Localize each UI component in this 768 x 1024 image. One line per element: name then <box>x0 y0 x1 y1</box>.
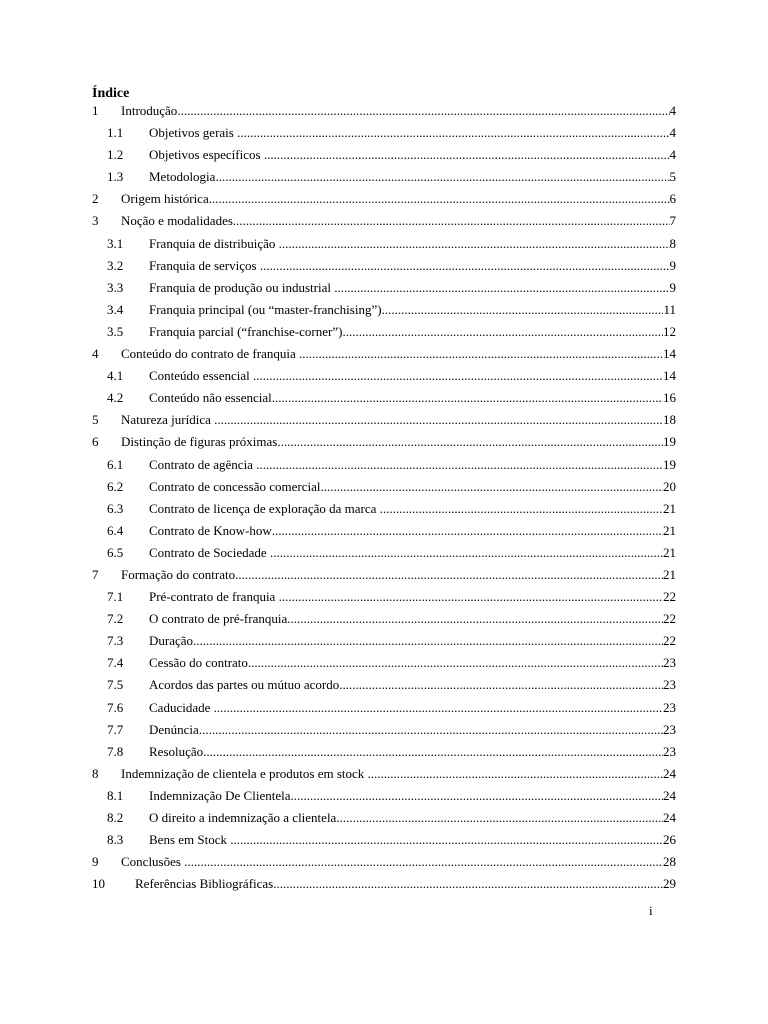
toc-entry[interactable] <box>92 409 684 431</box>
toc-entry-body <box>121 412 676 428</box>
toc-entry[interactable] <box>92 586 684 608</box>
toc-entry[interactable] <box>92 697 684 719</box>
toc-entry[interactable] <box>92 210 684 232</box>
toc-entry-page-number: 19 <box>663 434 676 450</box>
toc-dot-leader <box>277 434 663 450</box>
toc-entry[interactable] <box>92 476 684 498</box>
toc-dot-leader <box>235 567 663 583</box>
toc-entry-page-number: 14 <box>663 368 676 384</box>
toc-entry-label: Origem histórica <box>121 191 209 207</box>
toc-entry-label: Conclusões <box>121 854 185 870</box>
toc-entry[interactable] <box>92 321 684 343</box>
toc-entry-label: Bens em Stock <box>149 832 231 848</box>
toc-entry-label: Contrato de Sociedade <box>149 544 270 560</box>
toc-dot-leader <box>260 258 670 274</box>
toc-dot-leader <box>299 346 663 362</box>
toc-entry-body <box>149 832 676 848</box>
toc-entry-body <box>149 302 676 318</box>
toc-entry-body <box>149 788 676 804</box>
toc-entry-label: Distinção de figuras próximas <box>121 434 278 450</box>
toc-entry-number: 7 <box>92 566 99 582</box>
toc-dot-leader <box>368 766 663 782</box>
toc-entry-page-number: 7 <box>669 213 676 229</box>
toc-entry-page-number: 6 <box>669 191 676 207</box>
toc-entry-number: 9 <box>92 854 99 870</box>
toc-dot-leader <box>342 324 663 340</box>
toc-dot-leader <box>264 147 670 163</box>
toc-entry[interactable] <box>92 387 684 409</box>
toc-entry-number: 3.3 <box>107 279 124 295</box>
toc-entry-page-number: 4 <box>669 147 676 163</box>
toc-entry-number: 4.2 <box>107 390 124 406</box>
toc-entry-page-number: 8 <box>669 235 676 251</box>
toc-entry-body <box>149 390 676 406</box>
toc-entry-number: 6.5 <box>107 544 124 560</box>
toc-dot-leader <box>256 457 663 473</box>
toc-dot-leader <box>380 501 663 517</box>
toc-entry[interactable] <box>92 520 684 542</box>
toc-entry-number: 1 <box>92 103 99 118</box>
toc-entry-number: 1.2 <box>107 147 124 163</box>
toc-entry-page-number: 22 <box>663 611 676 627</box>
toc-entry-body <box>135 876 676 892</box>
toc-entry-label: Contrato de Know-how <box>149 522 272 538</box>
toc-entry-body <box>149 677 676 693</box>
toc-entry-body <box>121 191 676 207</box>
toc-entry-number: 7.7 <box>107 721 124 737</box>
toc-entry-label: O direito a indemnização a clientela <box>149 810 337 825</box>
page-number: i <box>649 903 653 918</box>
toc-entry-number: 2 <box>92 191 99 207</box>
toc-entry-body <box>121 346 676 362</box>
toc-entry[interactable] <box>92 674 684 696</box>
toc-entry[interactable] <box>92 763 684 785</box>
toc-entry[interactable] <box>92 829 684 851</box>
toc-entry-label: Duração <box>149 633 194 649</box>
toc-entry-page-number: 23 <box>663 655 676 671</box>
toc-entry-body <box>149 280 676 296</box>
toc-entry[interactable] <box>92 785 684 807</box>
toc-entry-page-number: 28 <box>663 854 676 870</box>
toc-entry[interactable] <box>92 255 684 277</box>
toc-entry-body <box>121 103 676 119</box>
toc-entry-page-number: 12 <box>663 323 676 339</box>
toc-entry-number: 6.3 <box>107 500 124 516</box>
toc-entry-label: Conteúdo do contrato de franquia <box>121 346 299 362</box>
toc-dot-leader <box>214 700 663 716</box>
toc-dot-leader <box>270 545 663 561</box>
toc-entry-body <box>149 147 676 163</box>
toc-entry-number: 3.2 <box>107 257 124 273</box>
toc-dot-leader <box>199 722 663 738</box>
toc-entry-label: Metodologia <box>149 169 216 185</box>
toc-entry-number: 6.1 <box>107 456 124 472</box>
toc-entry[interactable] <box>92 431 684 453</box>
toc-entry-body <box>121 766 676 782</box>
toc-entry[interactable] <box>92 851 684 873</box>
toc-entry-body <box>149 523 676 539</box>
toc-entry[interactable] <box>92 122 684 144</box>
toc-entry-page-number: 23 <box>663 677 676 693</box>
toc-entry-page-number: 26 <box>663 832 676 848</box>
toc-dot-leader <box>334 280 669 296</box>
toc-entry-number: 3.5 <box>107 323 124 339</box>
toc-entry-label: Contrato de licença de exploração da marca <box>149 500 380 516</box>
toc-entry-number: 10 <box>92 876 105 892</box>
toc-entry-page-number: 4 <box>669 103 676 118</box>
toc-entry-page-number: 19 <box>663 456 676 472</box>
toc-dot-leader <box>203 744 663 760</box>
toc-entry-label: Denúncia <box>149 721 199 737</box>
toc-entry-body <box>149 700 676 716</box>
toc-entry-page-number: 9 <box>669 279 676 295</box>
toc-entry-number: 4 <box>92 346 99 362</box>
toc-entry-label: Franquia de serviços <box>149 257 260 273</box>
toc-entry-label: Franquia de distribuição <box>149 235 279 251</box>
toc-dot-leader <box>279 589 663 605</box>
toc-dot-leader <box>177 103 669 119</box>
toc-entry[interactable] <box>92 652 684 674</box>
page-title: Índice <box>92 86 130 101</box>
toc-entry-label: Resolução <box>149 743 204 759</box>
toc-entry-body <box>149 479 676 495</box>
toc-dot-leader <box>230 832 663 848</box>
toc-entry-number: 1.3 <box>107 169 124 185</box>
toc-entry[interactable] <box>92 277 684 299</box>
toc-entry-label: Introdução <box>121 103 178 118</box>
toc-dot-leader <box>193 633 663 649</box>
toc-entry-page-number: 22 <box>663 589 676 605</box>
toc-entry-body <box>149 324 676 340</box>
toc-dot-leader <box>209 191 670 207</box>
toc-entry-body <box>149 810 676 826</box>
toc-entry-body <box>149 501 676 517</box>
toc-entry[interactable] <box>92 454 684 476</box>
toc-entry-body <box>149 589 676 605</box>
toc-entry-label: Franquia parcial (“franchise-corner”) <box>149 323 343 339</box>
toc-entry[interactable] <box>92 608 684 630</box>
toc-entry-number: 3.4 <box>107 301 124 317</box>
toc-dot-leader <box>279 236 670 252</box>
toc-entry[interactable] <box>92 100 684 122</box>
toc-entry-page-number: 20 <box>663 478 676 494</box>
toc-entry-label: Franquia de produção ou industrial <box>149 279 335 295</box>
toc-entry-number: 8.2 <box>107 810 124 825</box>
toc-entry-number: 5 <box>92 412 99 428</box>
toc-entry[interactable] <box>92 365 684 387</box>
toc-entry-body <box>121 854 676 870</box>
toc-entry-page-number: 5 <box>669 169 676 185</box>
toc-entry-page-number: 23 <box>663 699 676 715</box>
toc-entry[interactable] <box>92 630 684 652</box>
toc-entry[interactable] <box>92 498 684 520</box>
toc-entry-number: 8 <box>92 765 99 781</box>
toc-entry-body <box>149 236 676 252</box>
toc-entry-label: Indemnização De Clientela <box>149 787 291 803</box>
toc-entry-body <box>149 611 676 627</box>
table-of-contents <box>92 100 684 895</box>
toc-entry-label: O contrato de pré-franquia <box>149 611 288 627</box>
toc-dot-leader <box>233 213 670 229</box>
toc-entry-number: 3 <box>92 213 99 229</box>
toc-entry[interactable] <box>92 343 684 365</box>
toc-entry-label: Pré-contrato de franquia <box>149 589 279 605</box>
toc-entry[interactable] <box>92 542 684 564</box>
toc-dot-leader <box>248 655 663 671</box>
toc-entry-label: Contrato de agência <box>149 456 257 472</box>
toc-entry-number: 7.8 <box>107 743 124 759</box>
toc-dot-leader <box>320 479 663 495</box>
toc-entry-number: 6 <box>92 434 99 450</box>
toc-entry-label: Franquia principal (ou “master-franchising”) <box>149 301 382 317</box>
toc-entry-page-number: 22 <box>663 633 676 649</box>
toc-entry-body <box>121 567 676 583</box>
toc-entry-label: Conteúdo não essencial <box>149 390 272 406</box>
toc-entry-page-number: 4 <box>669 125 676 141</box>
toc-entry-body <box>121 213 676 229</box>
toc-entry-number: 6.4 <box>107 522 124 538</box>
toc-entry-label: Acordos das partes ou mútuo acordo <box>149 677 340 693</box>
toc-dot-leader <box>253 368 663 384</box>
toc-entry-page-number: 21 <box>663 566 676 582</box>
toc-entry-number: 7.3 <box>107 633 124 649</box>
toc-entry-number: 8.1 <box>107 787 124 803</box>
toc-entry-page-number: 24 <box>663 787 676 803</box>
toc-entry-body <box>149 633 676 649</box>
toc-dot-leader <box>272 390 663 406</box>
toc-entry-label: Cessão do contrato <box>149 655 248 671</box>
toc-entry-page-number: 24 <box>663 765 676 781</box>
toc-entry[interactable] <box>92 299 684 321</box>
toc-entry-body <box>149 125 676 141</box>
toc-entry-body <box>149 258 676 274</box>
toc-entry-page-number: 23 <box>663 743 676 759</box>
toc-entry-label: Noção e modalidades <box>121 213 233 229</box>
toc-entry-page-number: 21 <box>663 500 676 516</box>
toc-entry-page-number: 9 <box>669 257 676 273</box>
toc-entry-number: 8.3 <box>107 832 124 848</box>
toc-entry[interactable] <box>92 233 684 255</box>
toc-entry-page-number: 23 <box>663 721 676 737</box>
toc-entry-number: 1.1 <box>107 125 124 141</box>
toc-dot-leader <box>336 810 663 826</box>
toc-dot-leader <box>237 125 669 141</box>
toc-entry[interactable] <box>92 144 684 166</box>
toc-entry[interactable] <box>92 873 684 895</box>
toc-dot-leader <box>291 788 664 804</box>
toc-entry[interactable] <box>92 807 684 829</box>
toc-entry-body <box>149 655 676 671</box>
toc-entry[interactable] <box>92 564 684 586</box>
toc-entry-number: 6.2 <box>107 478 124 494</box>
toc-dot-leader <box>287 611 663 627</box>
toc-entry-body <box>149 744 676 760</box>
toc-entry-page-number: 16 <box>663 390 676 406</box>
toc-entry[interactable] <box>92 741 684 763</box>
toc-entry-label: Formação do contrato <box>121 566 236 582</box>
toc-entry-label: Natureza jurídica <box>121 412 215 428</box>
toc-entry-label: Conteúdo essencial <box>149 368 253 384</box>
toc-entry-page-number: 24 <box>663 810 676 825</box>
toc-entry-page-number: 21 <box>663 544 676 560</box>
toc-entry-page-number: 18 <box>663 412 676 428</box>
toc-entry-number: 7.6 <box>107 699 124 715</box>
toc-entry[interactable] <box>92 166 684 188</box>
toc-entry-page-number: 14 <box>663 346 676 362</box>
toc-entry-number: 7.5 <box>107 677 124 693</box>
toc-dot-leader <box>272 523 663 539</box>
toc-entry-label: Contrato de concessão comercial <box>149 478 321 494</box>
toc-entry-number: 3.1 <box>107 235 124 251</box>
toc-dot-leader <box>339 677 663 693</box>
toc-entry-label: Objetivos específicos <box>149 147 264 163</box>
toc-entry-body <box>149 722 676 738</box>
toc-entry-page-number: 11 <box>663 301 676 317</box>
toc-entry-page-number: 29 <box>663 876 676 892</box>
toc-entry-body <box>149 368 676 384</box>
toc-entry-body <box>149 169 676 185</box>
toc-entry-body <box>149 457 676 473</box>
toc-entry-number: 4.1 <box>107 368 124 384</box>
toc-entry[interactable] <box>92 719 684 741</box>
toc-dot-leader <box>273 876 663 892</box>
toc-entry-label: Referências Bibliográficas <box>135 876 274 892</box>
toc-dot-leader <box>382 302 664 318</box>
toc-entry-number: 7.4 <box>107 655 124 671</box>
toc-entry-label: Indemnização de clientela e produtos em stock <box>121 765 368 781</box>
toc-entry-number: 7.1 <box>107 589 124 605</box>
toc-entry-label: Caducidade <box>149 699 214 715</box>
toc-entry-label: Objetivos gerais <box>149 125 238 141</box>
toc-dot-leader <box>215 169 669 185</box>
toc-dot-leader <box>214 412 663 428</box>
toc-entry-number: 7.2 <box>107 611 124 627</box>
toc-dot-leader <box>184 854 663 870</box>
toc-entry-page-number: 21 <box>663 522 676 538</box>
toc-entry[interactable] <box>92 188 684 210</box>
toc-entry-body <box>121 434 676 450</box>
toc-entry-body <box>149 545 676 561</box>
